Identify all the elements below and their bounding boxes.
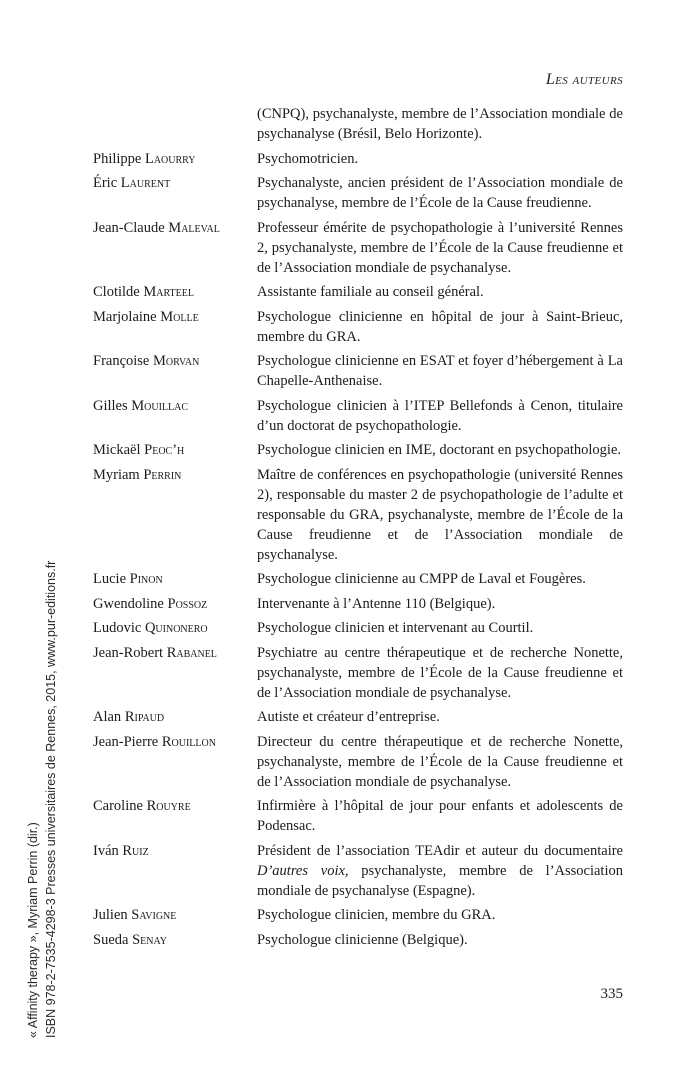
author-entry [93, 905, 623, 925]
author-name: Philippe Laourry [93, 150, 196, 167]
author-entry [93, 218, 623, 278]
author-entry [93, 351, 623, 391]
author-name: Éric Laurent [93, 175, 171, 191]
author-name: Jean-Claude Maleval [93, 219, 220, 236]
author-description: Psychologue clinicien et intervenant au Courtil. [257, 620, 534, 636]
author-name: Caroline Rouyre [93, 798, 191, 814]
author-name: Gwendoline Possoz [93, 595, 208, 612]
author-name: Myriam Perrin [93, 466, 182, 483]
author-name: Iván Ruiz [93, 842, 149, 859]
author-name: Jean-Pierre Rouillon [93, 733, 216, 750]
author-entry [93, 173, 623, 213]
author-description: Professeur émérite de psychopathologie à l’université Rennes 2, psychanalyste, membre de l’École de la Cause freudienne et de l’Association mondiale de psychanalyse. [257, 219, 623, 276]
author-entry [93, 282, 623, 302]
author-description: Président de l’association TEAdir et auteur du documentaire D’autres voix, psychanalyste, membre de l’Association mondiale de psychanalyse (Espagne). [257, 842, 623, 899]
author-entry [93, 307, 623, 347]
author-name: Lucie Pinon [93, 571, 163, 587]
author-name: Clotilde Marteel [93, 284, 194, 300]
author-description: Psychologue clinicien, membre du GRA. [257, 907, 496, 923]
author-entry [93, 732, 623, 792]
author-name: Ludovic Quinonero [93, 620, 208, 636]
author-entry [93, 841, 623, 901]
author-entry [93, 618, 623, 638]
author-description: Psychologue clinicien à l’ITEP Bellefonds à Cenon, titulaire d’un doctorat de psychopathologie. [257, 397, 623, 434]
author-name: Julien Savigne [93, 907, 177, 923]
author-description: Psychiatre au centre thérapeutique et de recherche Nonette, psychanalyste, membre de l’École de la Cause freudienne et de l’Association mondiale de psychanalyse. [257, 644, 623, 701]
sidebar-citation-isbn-line: ISBN 978-2-7535-4298-3 Presses universitaires de Rennes, 2015, www.pur-editions.fr [44, 560, 58, 1038]
author-name [93, 104, 257, 144]
author-description: Psychologue clinicien en IME, doctorant en psychopathologie. [257, 442, 622, 458]
author-name: Françoise Morvan [93, 353, 200, 369]
author-entry [93, 930, 623, 950]
author-entry [93, 643, 623, 703]
sidebar-citation-title-line: « Affinity therapy », Myriam Perrin (dir.) [26, 822, 40, 1038]
sidebar-citation [24, 438, 60, 1038]
author-description: Directeur du centre thérapeutique et de recherche Nonette, psychanalyste, membre de l’École de la Cause freudienne et de l’Association mondiale de psychanalyse. [257, 733, 623, 790]
author-entry [93, 396, 623, 436]
author-name: Gilles Mouillac [93, 397, 189, 414]
author-entry [93, 104, 623, 144]
author-description: Maître de conférences en psychopathologie (université Rennes 2), responsable du master 2 de psychopathologie de l’adulte et responsable du GRA, psychanalyste, membre de l’École de la Cause freudienne et de l’Association mondiale de psychanalyse. [257, 466, 623, 563]
author-entry [93, 796, 623, 836]
author-entry [93, 594, 623, 614]
author-description: Psychanalyste, ancien président de l’Association mondiale de psychanalyse, membre de l’École de la Cause freudienne. [257, 175, 623, 211]
author-description: Psychologue clinicienne au CMPP de Laval et Fougères. [257, 571, 586, 587]
authors-list [93, 104, 623, 954]
author-name: Sueda Senay [93, 931, 167, 948]
author-description: Intervenante à l’Antenne 110 (Belgique). [257, 595, 496, 612]
author-description: Psychologue clinicienne en ESAT et foyer d’hébergement à La Chapelle-Anthenaise. [257, 353, 623, 389]
author-entry [93, 569, 623, 589]
author-description: Infirmière à l’hôpital de jour pour enfants et adolescents de Podensac. [257, 798, 623, 834]
author-description: Psychologue clinicienne en hôpital de jour à Saint-Brieuc, membre du GRA. [257, 308, 623, 345]
author-entry [93, 149, 623, 169]
author-description: Psychomotricien. [257, 150, 359, 167]
author-description: (CNPQ), psychanalyste, membre de l’Association mondiale de psychanalyse (Brésil, Belo Horizonte). [257, 106, 623, 142]
author-description: Psychologue clinicienne (Belgique). [257, 931, 468, 948]
author-description: Autiste et créateur d’entreprise. [257, 709, 440, 725]
page-number: 335 [600, 986, 623, 1002]
author-entry [93, 707, 623, 727]
author-name: Jean-Robert Rabanel [93, 644, 217, 661]
author-description: Assistante familiale au conseil général. [257, 284, 484, 300]
author-name: Mickaël Peoc’h [93, 442, 185, 458]
running-header: Les auteurs [545, 71, 623, 88]
author-name: Alan Ripaud [93, 709, 165, 725]
author-entry [93, 440, 623, 460]
author-name: Marjolaine Molle [93, 308, 199, 325]
author-entry [93, 465, 623, 565]
